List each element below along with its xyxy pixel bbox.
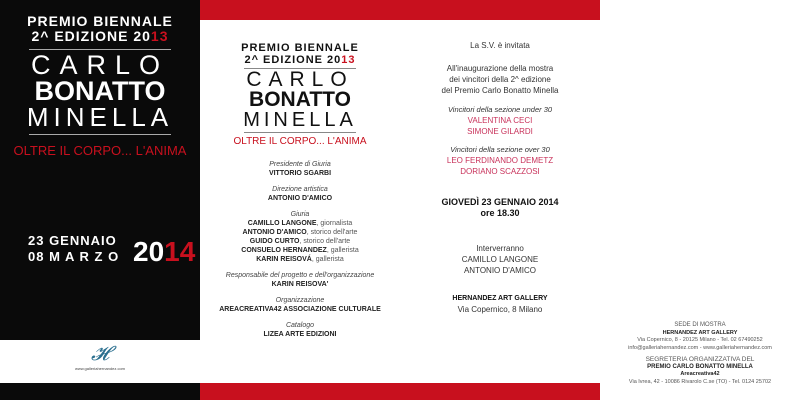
credit-person: KARIN REISOVÁ, gallerista xyxy=(256,256,344,263)
credits-list xyxy=(200,160,400,339)
credit-person: CAMILLO LANGONE, giornalista xyxy=(247,220,353,227)
cover-year: 2014 xyxy=(133,236,196,267)
event-date: GIOVEDÌ 23 GENNAIO 2014 xyxy=(441,197,559,207)
cover-minella: MINELLA xyxy=(26,102,174,132)
info-block: SEDE DI MOSTRA HERNANDEZ ART GALLERY Via Copernico, 8 - 20125 Milano - Tel. 02 67490252 info@galleriahernandez.com - www.galleriahernandez.com SEGRETERIA ORGANIZZATIVA DEL PREMIO CARLO BONATTO MINELLA Areacreativa42 Via Ivrea, 42 - 10086 Rivarolo C.se (TO) - Tel. 0124 25702 xyxy=(600,322,800,386)
gallery-logo-icon: 𝓗 xyxy=(90,343,110,365)
top-red-band xyxy=(200,0,600,20)
credit-person: VITTORIO SGARBI xyxy=(268,170,332,177)
bottom-red-band xyxy=(200,383,600,400)
cover-bonatto: BONATTO xyxy=(34,76,166,106)
contact-links[interactable]: info@galleriahernandez.com - www.galleriahernandez.com xyxy=(628,344,772,351)
inner-title: PREMIO BIENNALE 2^ EDIZIONE 2013 CARLO BONATTO MINELLA OLTRE IL CORPO... L'ANIMA xyxy=(233,42,367,147)
credit-role: Giuria xyxy=(290,211,310,218)
cover-panel xyxy=(0,0,200,340)
credit-role: Organizzazione xyxy=(275,297,325,304)
credit-role: Direzione artistica xyxy=(272,186,328,193)
invitation-text: La S.V. è invitata All'inaugurazione della mostra dei vincitori della 2^ edizione del Premio Carlo Bonatto Minella Vincitori della sezione under 30 VALENTINA CECI SIMONE GILARDI Vincitori della sezione over 30 LEO FERDINANDO DEMETZ DORIANO SCAZZOSI GIOVEDÌ 23 GENNAIO 2014 ore 18.30 Interverranno CAMILLO LANGONE ANTONIO D'AMICO HERNANDEZ ART GALLERY Via Copernico, 8 Milano xyxy=(400,40,600,315)
credit-person: ANTONIO D'AMICO, storico dell'arte xyxy=(242,229,358,236)
credit-person: AREACREATIVA42 ASSOCIAZIONE CULTURALE xyxy=(219,306,381,313)
credit-person: LIZEA ARTE EDIZIONI xyxy=(263,331,337,338)
credit-role: Presidente di Giuria xyxy=(269,161,331,168)
credit-role: Responsabile del progetto e dell'organizzazione xyxy=(225,272,375,279)
cover-dates: 23 GENNAIO 08 M A R Z O xyxy=(28,233,120,264)
cover-title: PREMIO BIENNALE 2^ EDIZIONE 2013 xyxy=(27,13,173,44)
gallery-logo-strip xyxy=(0,340,200,383)
event-time: ore 18.30 xyxy=(480,208,520,218)
cover-carlo: CARLO xyxy=(30,50,170,80)
gallery-website[interactable]: www.galleriahernandez.com xyxy=(74,366,126,371)
credit-role: Catalogo xyxy=(285,322,315,329)
credit-person: CONSUELO HERNANDEZ, gallerista xyxy=(241,247,359,254)
credit-person: ANTONIO D'AMICO xyxy=(267,195,333,202)
cover-tagline: OLTRE IL CORPO... L'ANIMA xyxy=(13,143,187,158)
credit-person: KARIN REISOVA' xyxy=(271,281,329,288)
credit-person: GUIDO CURTO, storico dell'arte xyxy=(249,238,351,245)
